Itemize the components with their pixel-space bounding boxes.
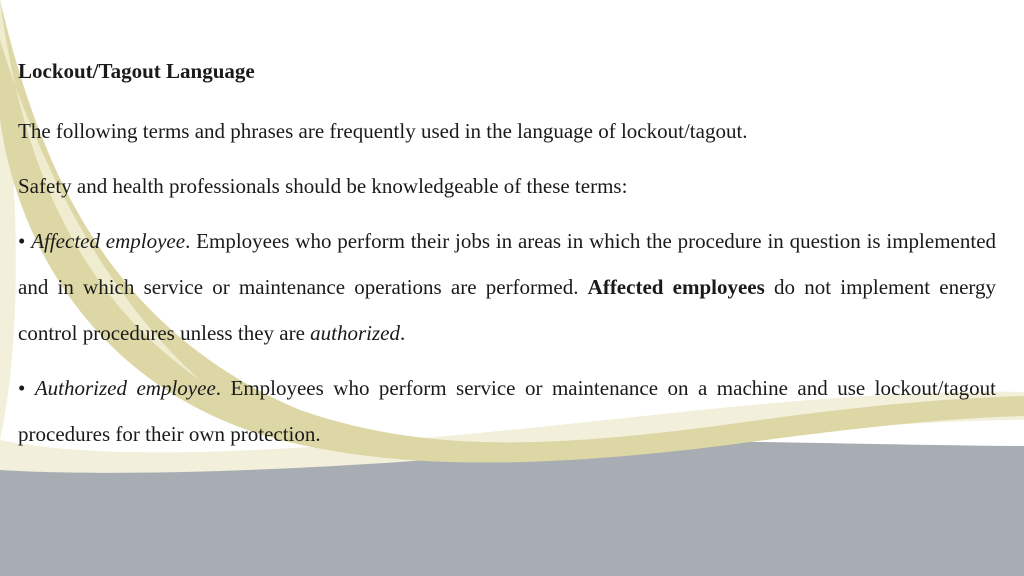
term-suffix: . <box>215 376 222 400</box>
definition-text: Employees who perform service or maintenance on a machine and use lockout/tagout procedures for their own protection. <box>18 376 996 446</box>
italic-word: authorized <box>310 321 400 345</box>
intro-paragraph-1: The following terms and phrases are frequently used in the language of lockout/tagout. <box>18 119 748 143</box>
slide-heading: Lockout/Tagout Language <box>18 59 255 83</box>
bold-phrase: Affected employees <box>587 275 765 299</box>
bullet-authorized-employee <box>18 365 996 457</box>
slide-content <box>18 56 996 466</box>
bullet-marker: • <box>18 229 26 253</box>
term-suffix: . <box>185 229 191 253</box>
term-authorized-employee: Authorized employee <box>34 376 216 400</box>
bullet-marker: • <box>18 376 26 400</box>
definition-continuation: do not implement energy control procedures unless they are <box>18 275 996 345</box>
bullet-affected-employee <box>18 218 996 356</box>
intro-paragraph-2: Safety and health professionals should be knowledgeable of these terms: <box>18 174 628 198</box>
definition-text: Employees who perform their jobs in areas in which the procedure in question is implemented and in which service or maintenance operations are performed. <box>18 229 997 299</box>
definition-end: . <box>400 321 406 345</box>
term-affected-employee: Affected employee <box>31 229 186 253</box>
